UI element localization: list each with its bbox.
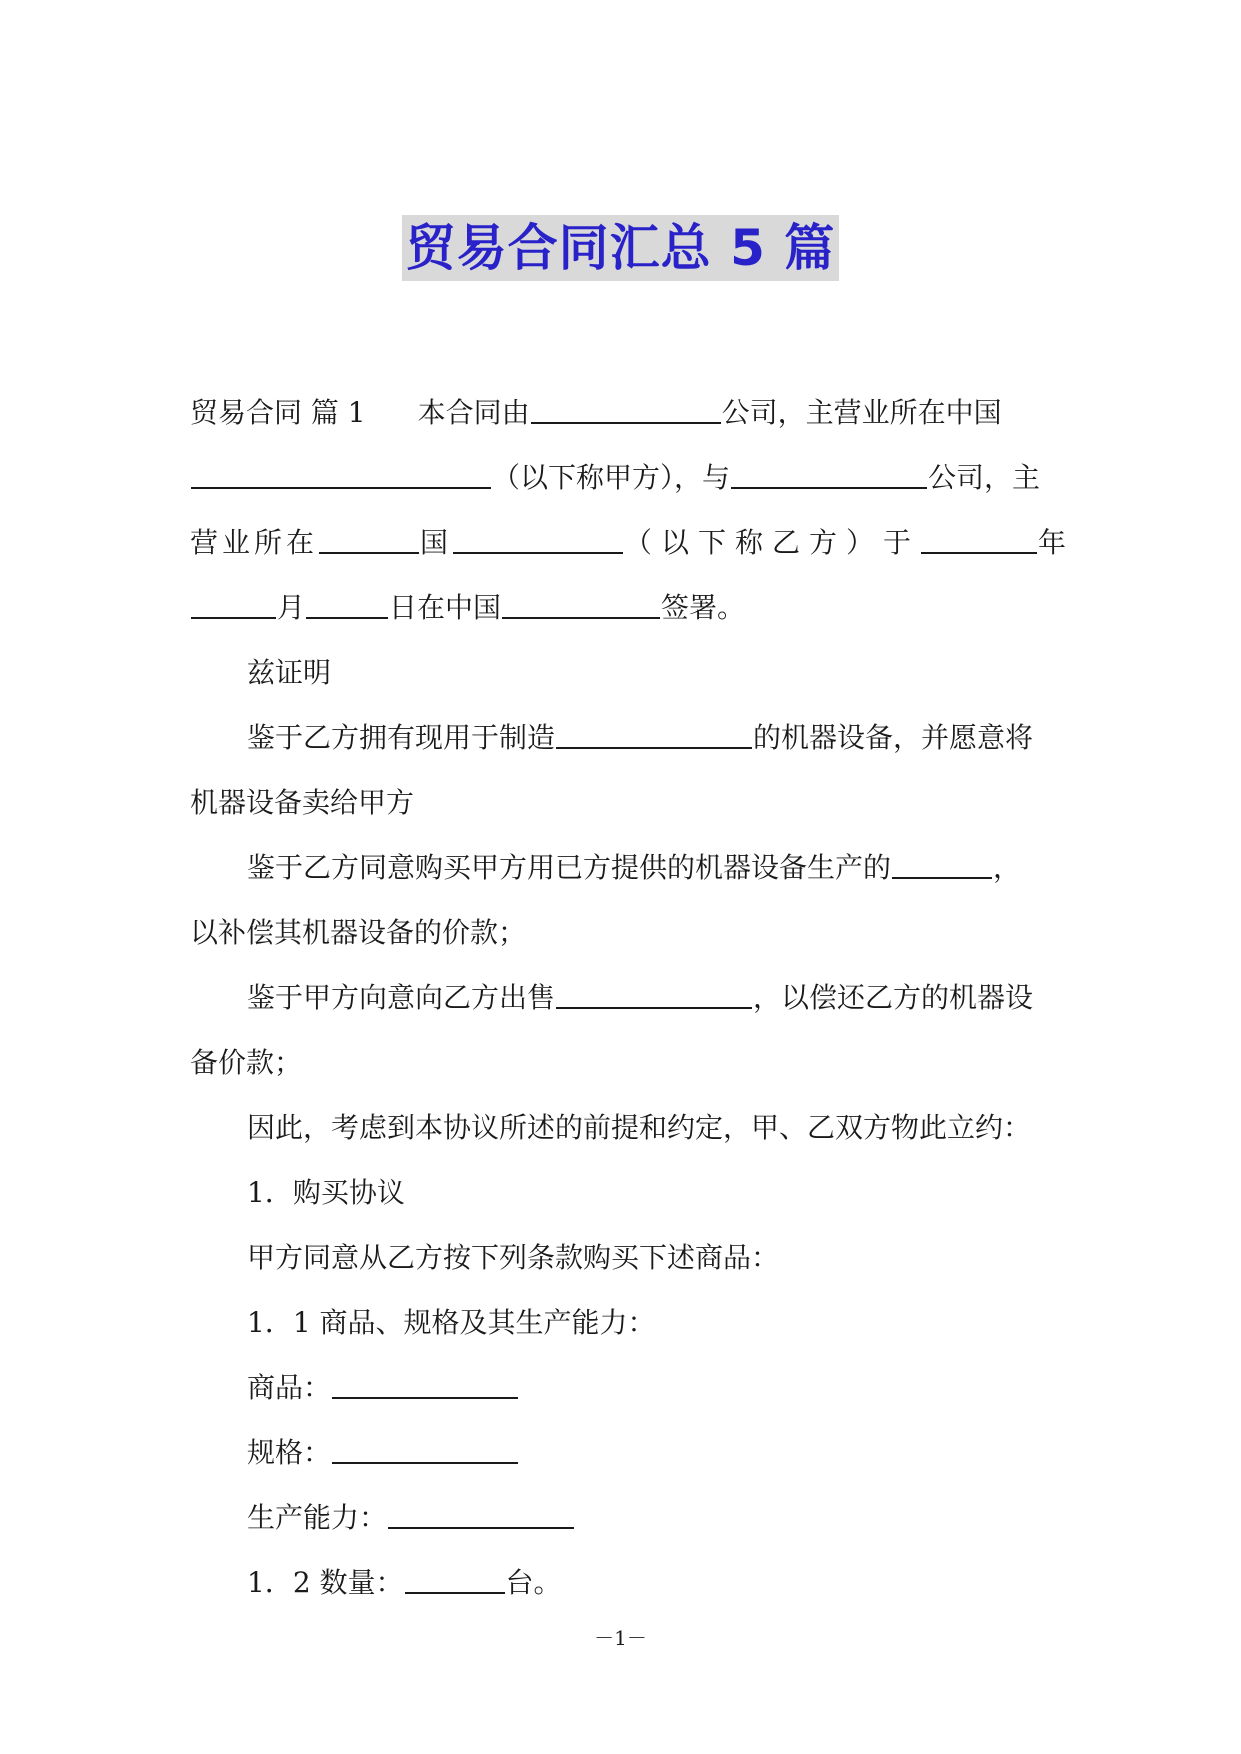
paragraph-line: [190, 965, 1052, 1030]
paragraph-line: [190, 705, 1052, 770]
blank-line: [332, 1436, 518, 1464]
text: 贸易合同 篇 1: [190, 396, 366, 429]
text: 公司，主: [928, 461, 1041, 494]
text: 台。: [505, 1566, 562, 1599]
text: 鉴于甲方向意向乙方出售: [247, 981, 556, 1014]
text: 公司，主营业所在中国: [721, 396, 1002, 429]
text: 甲方同意从乙方按下列条款购买下述商品：: [247, 1241, 780, 1274]
blank-line: [921, 526, 1037, 554]
text: 1．1 商品、规格及其生产能力：: [247, 1306, 656, 1339]
blank-line: [892, 851, 992, 879]
paragraph-line: [190, 1420, 1052, 1485]
paragraph-line: [190, 1290, 1052, 1355]
document-body: [190, 380, 1071, 1615]
paragraph-line: [190, 1030, 1052, 1095]
blank-line: [191, 461, 491, 489]
text: 鉴于乙方同意购买甲方用已方提供的机器设备生产的: [247, 851, 892, 884]
paragraph-line: [190, 510, 1071, 575]
paragraph-line: [190, 900, 1052, 965]
text: 年: [1038, 526, 1071, 559]
text: ，: [993, 851, 1022, 884]
text: 以补偿其机器设备的价款；: [190, 916, 527, 949]
text: 营业所在: [190, 526, 319, 559]
text: ，以偿还乙方的机器设: [753, 981, 1034, 1014]
paragraph-line: [190, 445, 1052, 510]
blank-line: [502, 591, 660, 619]
text: （以下称甲方），与: [492, 461, 731, 494]
text: 兹证明: [247, 656, 332, 689]
blank-line: [731, 461, 927, 489]
text: 因此，考虑到本协议所述的前提和约定，甲、乙双方物此立约：: [247, 1111, 1032, 1144]
text: 国: [420, 526, 453, 559]
text: 鉴于乙方拥有现用于制造: [247, 721, 556, 754]
blank-line: [388, 1501, 574, 1529]
text: 本合同由: [417, 396, 530, 429]
paragraph-line: [190, 1160, 1052, 1225]
blank-line: [319, 526, 419, 554]
paragraph-line: [190, 640, 1052, 705]
paragraph-line: [190, 770, 1052, 835]
text: （以下称乙方）于: [624, 526, 921, 559]
text: 的机器设备，并愿意将: [753, 721, 1034, 754]
paragraph-line: [190, 380, 1052, 445]
paragraph-line: [190, 1355, 1052, 1420]
blank-line: [453, 526, 623, 554]
text: 商品：: [247, 1371, 332, 1404]
paragraph-line: [190, 1095, 1052, 1160]
text: 规格：: [247, 1436, 332, 1469]
text: 生产能力：: [247, 1501, 388, 1534]
blank-line: [556, 981, 752, 1009]
text: 日在中国: [389, 591, 502, 624]
text: 签署。: [661, 591, 746, 624]
text: 1．2 数量：: [247, 1566, 404, 1599]
blank-line: [191, 591, 276, 619]
blank-line: [531, 396, 721, 424]
page-number: －1－: [594, 1626, 647, 1650]
paragraph-line: [190, 835, 1052, 900]
paragraph-line: [190, 1485, 1052, 1550]
blank-line: [556, 721, 752, 749]
text: 机器设备卖给甲方: [190, 786, 415, 819]
text: 备价款；: [190, 1046, 303, 1079]
paragraph-line: [190, 1225, 1052, 1290]
title-wrap: [0, 215, 1241, 281]
paragraph-line: [190, 575, 1052, 640]
document-title: 贸易合同汇总 5 篇: [402, 215, 840, 281]
text: 月: [277, 591, 306, 624]
paragraph-line: [190, 1550, 1052, 1615]
text: 1．购买协议: [247, 1176, 405, 1209]
blank-line: [332, 1371, 518, 1399]
blank-line: [306, 591, 388, 619]
blank-line: [405, 1566, 505, 1594]
